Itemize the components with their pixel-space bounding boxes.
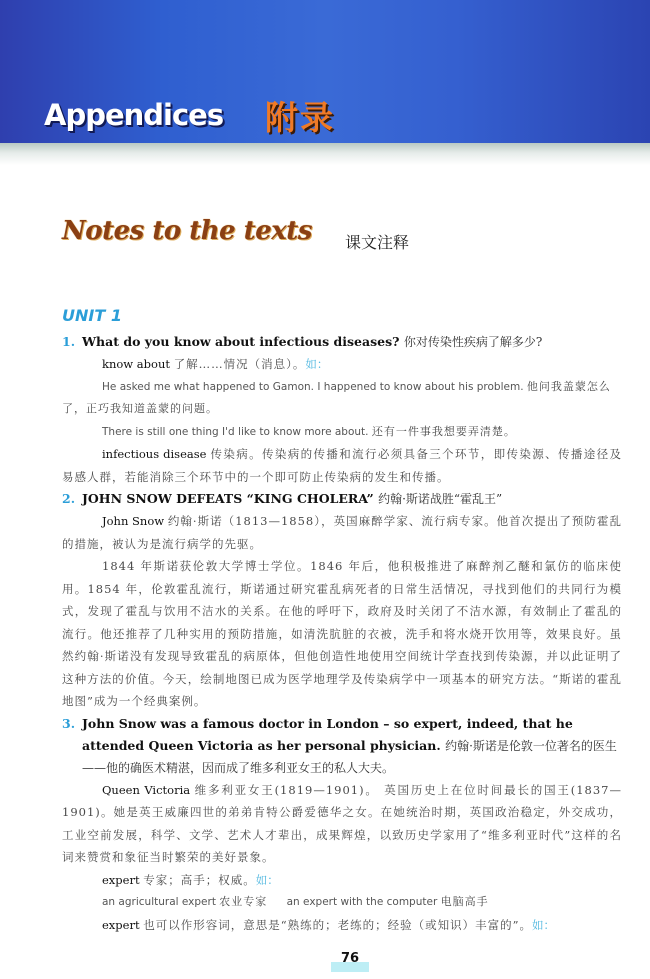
note-2-john-snow — [62, 510, 622, 555]
term: expert — [102, 872, 140, 887]
term: Queen Victoria — [102, 782, 191, 797]
note-3-heading — [62, 713, 622, 779]
term: expert — [102, 917, 140, 932]
page-number-box — [331, 950, 369, 972]
note-number: 1. — [62, 334, 76, 349]
example-en: There is still one thing I'd like to know more about. — [102, 425, 369, 438]
appendices-title: Appendices — [44, 98, 224, 132]
definition: 传染病。传染病的传播和流行必须具备三个环节，即传染源、传播途径及易感人群，若能消除三个环节中的一个即可防止传染病的发生和传播。 — [62, 447, 623, 484]
example-zh: 农业专家 — [219, 895, 268, 908]
unit-heading: UNIT 1 — [62, 306, 122, 325]
example-phrases — [62, 891, 622, 914]
term: infectious disease — [102, 447, 207, 461]
example-zh: 还有一件事我想要弄清楚。 — [371, 424, 516, 438]
section-title: Notes to the texts — [62, 216, 312, 246]
note-number: 3. — [62, 715, 76, 731]
note-1-know-about — [62, 353, 622, 376]
definition: 维多利亚女王(1819—1901)。 英国历史上在位时间最长的国王(1837—1901)。她是英王威廉四世的弟弟肯特公爵爱德华之女。在她统治时期，英国政治稳定，外交成功，工业空前发展，科学、文学、艺术人才辈出，成果辉煌，以致历史学家用了“维多利亚时代”这样的名词来赞赏和象征当时繁荣的美好景象。 — [62, 782, 622, 864]
section-title-zh: 课文注释 — [345, 233, 410, 252]
example-zh: 电脑高手 — [440, 895, 489, 908]
note-number: 2. — [62, 491, 76, 506]
paragraph-text: 1844 年斯诺获伦敦大学博士学位。1846 年后，他积极推进了麻醉剂乙醚和氯仿的临床使用。1854 年，伦敦霍乱流行，斯诺通过研究霍乱病死者的日常生活情况，寻找到他们的共同行为模式，发现了霍乱与饮用不洁水的关系。在他的呼吁下，政府及时关闭了不洁水源，有效制止了霍乱的流行。他还推荐了几种实用的预防措施，如清洗肮脏的衣被，洗手和将水烧开饮用等，效果良好。虽然约翰·斯诺没有发现导致霍乱的病原体，但他创造性地使用空间统计学查找到传染源，并以此证明了这种方法的价值。今天，绘制地图已成为医学地理学及传染病学中一项基本的研究方法。“斯诺的霍乱地图”成为一个经典案例。 — [62, 559, 622, 708]
note-heading-zh: 你对传染性疾病了解多少? — [403, 335, 543, 349]
example-en: an agricultural expert — [102, 896, 216, 908]
example-en: an expert with the computer — [286, 896, 438, 908]
example-marker: 如： — [532, 917, 555, 932]
note-heading-zh: 约翰·斯诺战胜“霍乱王” — [378, 492, 503, 506]
definition: 也可以作形容词，意思是“熟练的；老练的；经验（或知识）丰富的”。 — [143, 917, 532, 932]
example-sentence — [62, 421, 622, 444]
note-3-expert-adjective — [62, 914, 622, 937]
term: know about — [102, 357, 170, 371]
term: John Snow — [102, 514, 165, 528]
appendices-title-zh: 附录 — [265, 98, 335, 137]
note-3-queen-victoria — [62, 779, 622, 869]
note-heading-en: JOHN SNOW DEFEATS “KING CHOLERA” — [82, 491, 374, 506]
note-2-heading — [62, 488, 622, 510]
note-heading-en: John Snow was a famous doctor in London – so expert, indeed, that he attended Queen Victoria as her personal physician. — [82, 715, 573, 753]
note-2-biography — [62, 555, 622, 713]
definition: 约翰·斯诺（1813—1858），英国麻醉学家、流行病专家。他首次提出了预防霍乱的措施，被认为是流行病学的先驱。 — [62, 514, 623, 551]
header-banner-fade — [0, 143, 650, 165]
example-sentence — [62, 376, 622, 421]
note-heading-zh: 约翰·斯诺是伦敦一位著名的医生——他的确医术精湛，因而成了维多利亚女王的私人大夫。 — [82, 738, 617, 775]
page-number: 76 — [340, 951, 360, 966]
example-zh: 他问我盖蒙怎么了，正巧我知道盖蒙的问题。 — [62, 379, 611, 415]
example-marker: 如： — [305, 357, 329, 371]
definition: 了解……情况（消息）。 — [173, 357, 306, 371]
example-marker: 如： — [255, 872, 279, 887]
note-3-expert-noun — [62, 869, 622, 892]
example-en: He asked me what happened to Gamon. I happened to know about his problem. — [102, 380, 524, 393]
note-heading-en: What do you know about infectious diseases? — [82, 334, 400, 349]
note-1-heading — [62, 331, 622, 353]
note-1-infectious-disease — [62, 443, 622, 488]
definition: 专家；高手；权威。 — [143, 872, 256, 887]
notes-content — [62, 331, 622, 936]
